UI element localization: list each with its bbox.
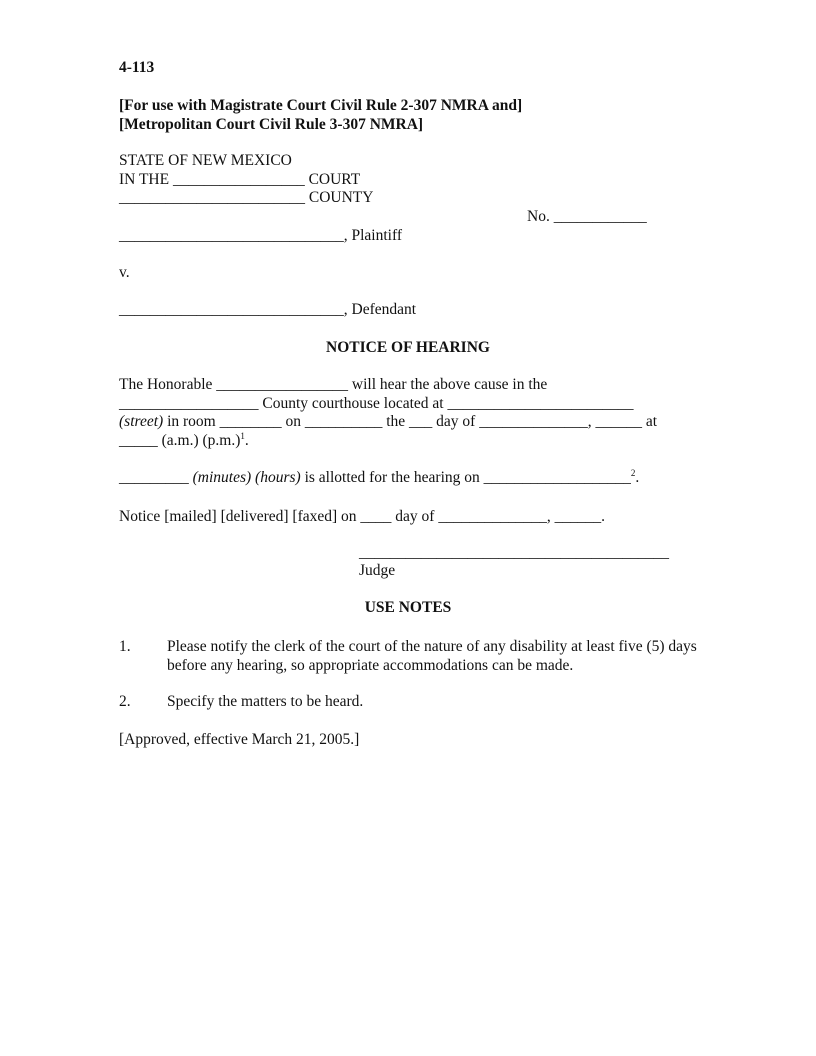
notice-line: Notice [mailed] [delivered] [faxed] on ____ day of ______________, ______. — [119, 508, 605, 525]
signature-label: Judge — [359, 562, 396, 579]
use-notes-title: USE NOTES — [364, 599, 452, 616]
time-end: . — [244, 432, 249, 449]
note-2-text: Specify the matters to be heard. — [167, 693, 364, 710]
body-line-2: __________________ County courthouse located at ________________________ — [119, 395, 634, 412]
rule-number: 4-113 — [119, 59, 155, 76]
allot-blank: _________ — [119, 469, 193, 486]
caption-court: IN THE _________________ COURT — [119, 171, 361, 188]
body-line-1: The Honorable _________________ will hear the above cause in the — [119, 376, 548, 393]
caption-versus: v. — [119, 264, 130, 281]
footnote-ref-1: 1 — [240, 431, 245, 441]
caption-plaintiff: _____________________________, Plaintiff — [119, 227, 403, 244]
time-text: _____ (a.m.) (p.m.) — [119, 432, 241, 449]
note-1-text: Please notify the clerk of the court of the nature of any disability at least five (5) days before any hearing, so appropriate accommodations can be made. — [167, 638, 697, 674]
allot-units: (minutes) (hours) — [192, 469, 301, 486]
approved-line: [Approved, effective March 21, 2005.] — [119, 731, 360, 748]
allotted-line — [119, 469, 639, 487]
note-2-number: 2. — [119, 693, 131, 710]
body-line-3 — [119, 413, 657, 431]
body-line-4 — [119, 432, 249, 450]
footnote-ref-2: 2 — [630, 468, 636, 478]
allot-text: is allotted for the hearing on ___________________ — [300, 469, 631, 486]
body-line-3-text: in room ________ on __________ the ___ day of ______________, ______ at — [163, 413, 658, 430]
caption-state: STATE OF NEW MEXICO — [119, 152, 292, 169]
caption-defendant: _____________________________, Defendant — [119, 301, 417, 318]
signature-line: ________________________________________ — [359, 544, 669, 561]
note-1-number: 1. — [119, 638, 131, 655]
header-line-2: [Metropolitan Court Civil Rule 3-307 NMRA] — [119, 116, 424, 133]
header-line-1: [For use with Magistrate Court Civil Rule 2-307 NMRA and] — [119, 97, 523, 114]
street-label: (street) — [119, 413, 164, 430]
case-number: No. ____________ — [527, 208, 647, 225]
allot-end: . — [635, 469, 640, 486]
document-title: NOTICE OF HEARING — [326, 339, 490, 356]
caption-county: ________________________ COUNTY — [119, 189, 374, 206]
